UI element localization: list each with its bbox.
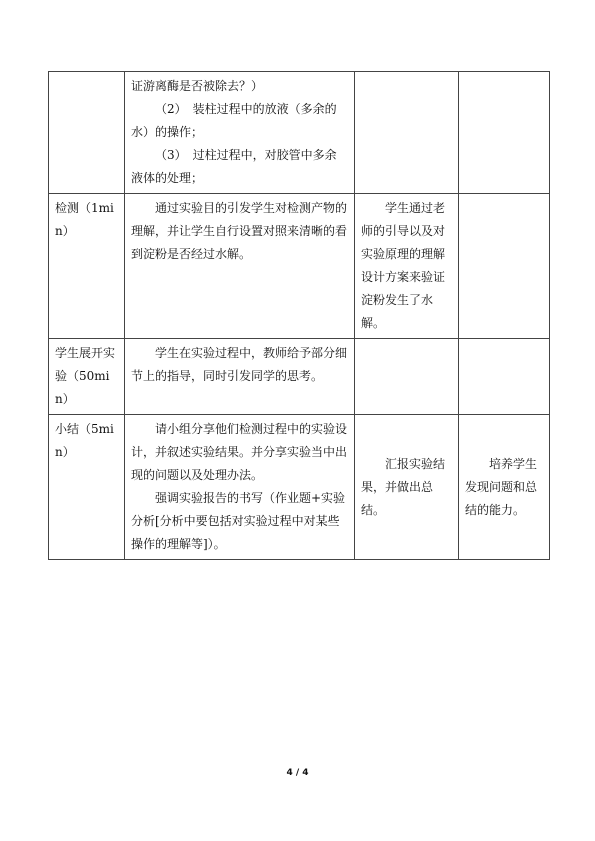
stage-cell: 小结（5min） [49, 415, 125, 560]
teacher-text: 学生在实验过程中，教师给予部分细节上的指导，同时引发同学的思考。 [131, 346, 348, 383]
teacher-activity-cell [125, 72, 355, 194]
lesson-plan-table [48, 71, 550, 560]
student-activity-cell [355, 415, 459, 560]
goal-cell [459, 415, 550, 560]
goal-cell [459, 339, 550, 415]
teacher-text: （3） 过柱过程中，对胶管中多余液体的处理； [131, 148, 337, 185]
goal-cell [459, 72, 550, 194]
student-activity-cell [355, 194, 459, 339]
student-text: 汇报实验结果，并做出总结。 [361, 456, 446, 517]
teacher-activity-cell [125, 415, 355, 560]
goal-cell [459, 194, 550, 339]
table-row [49, 339, 550, 415]
teacher-text: 请小组分享他们检测过程中的实验设计，并叙述实验结果。并分享实验当中出现的问题以及处理办法。 [131, 422, 348, 482]
teacher-activity-cell [125, 339, 355, 415]
page-number: 4 / 4 [286, 768, 309, 778]
goal-text: 培养学生发现问题和总结的能力。 [465, 456, 538, 517]
teacher-text: （2） 装柱过程中的放液（多余的水）的操作； [131, 102, 337, 139]
stage-cell: 学生展开实验（50min） [49, 339, 125, 415]
teacher-text: 证游离酶是否被除去？） [131, 79, 264, 93]
teacher-text: 强调实验报告的书写（作业题+实验分析[分析中要包括对实验过程中对某些操作的理解等]）。 [131, 491, 346, 551]
teacher-text: 通过实验目的引发学生对检测产物的理解，并让学生自行设置对照来清晰的看到淀粉是否经过水解。 [131, 201, 348, 261]
student-text: 学生通过老师的引导以及对实验原理的理解设计方案来验证淀粉发生了水解。 [361, 201, 446, 330]
stage-cell [49, 72, 125, 194]
student-activity-cell [355, 339, 459, 415]
table-row [49, 72, 550, 194]
table-row [49, 415, 550, 560]
student-activity-cell [355, 72, 459, 194]
teacher-activity-cell [125, 194, 355, 339]
table-row [49, 194, 550, 339]
stage-cell: 检测（1min） [49, 194, 125, 339]
